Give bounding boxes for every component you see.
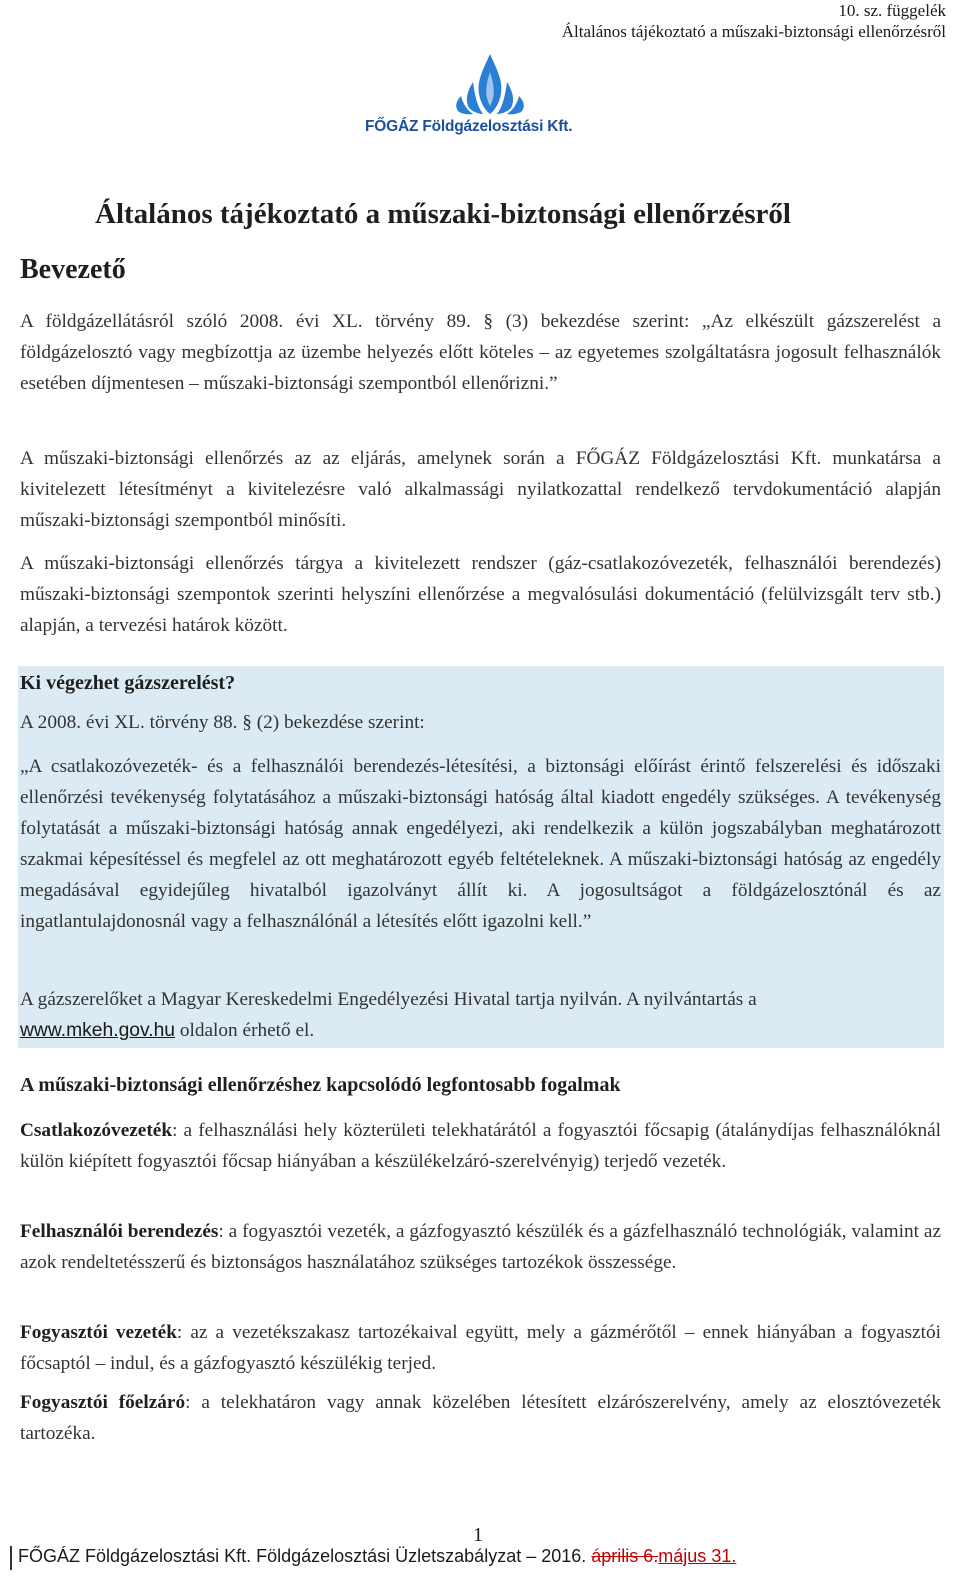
logo-text: FŐGÁZ Földgázelosztási Kft. xyxy=(365,118,573,135)
flame-icon xyxy=(365,52,615,118)
mkeh-link[interactable]: www.mkeh.gov.hu xyxy=(20,1020,176,1041)
concepts-heading: A műszaki-biztonsági ellenőrzéshez kapcsolódó legfontosabb fogalmak xyxy=(20,1074,621,1096)
concept-term: Felhasználói berendezés xyxy=(20,1221,219,1242)
fogaz-logo xyxy=(365,52,615,142)
change-bar xyxy=(10,1546,12,1570)
definition-paragraph: A műszaki-biztonsági ellenőrzés az az eljárás, amelynek során a FŐGÁZ Földgázelosztási Kft. munkatársa a kivitelezett létesítményt a kivitelezésre való alkalmassági nyilatkozattal rendelkező tervdokumentáció alapján műszaki-biztonsági szempontból minősíti. xyxy=(20,448,941,531)
concept-text: : a telekhatáron vagy annak közelében létesített elzárószerelvény, amely az elosztóvezeték tartozéka. xyxy=(20,1392,942,1444)
concept-item xyxy=(20,1216,941,1278)
concept-text: : a felhasználási hely közterületi telekhatárától a fogyasztói főcsapig (átalánydíjas felhasználóknál külön kiépített fogyasztói főcsap hiányában a készülékelzáró-szerelvényig) terjedő vezeték. xyxy=(20,1120,941,1172)
registry-paragraph xyxy=(20,984,941,1046)
header-title: Általános tájékoztató a műszaki-biztonsági ellenőrzésről xyxy=(561,22,946,41)
subject-paragraph: A műszaki-biztonsági ellenőrzés tárgya a kivitelezett rendszer (gáz-csatlakozóvezeték, felhasználói berendezés) műszaki-biztonsági szempontok szerinti helyszíni ellenőrzése a megvalósulási dokumentáció (felülvizsgált terv stb.) alapján, a tervezési határok között. xyxy=(20,553,941,636)
concept-term: Fogyasztói vezeték xyxy=(20,1322,177,1343)
footer-text: FŐGÁZ Földgázelosztási Kft. Földgázelosztási Üzletszabályzat – 2016. xyxy=(18,1546,592,1566)
intro-paragraph: A földgázellátásról szóló 2008. évi XL. törvény 89. § (3) bekezdése szerint: „Az elkészült gázszerelést a földgázelosztó vagy megbízottja az üzembe helyezés előtt köteles – az egyetemes szolgáltatásra jogosult felhasználók esetében díjmentesen – műszaki-biztonsági szempontból ellenőrizni.” xyxy=(20,311,941,394)
document-title: Általános tájékoztató a műszaki-biztonsági ellenőrzésről xyxy=(95,198,791,230)
concept-item xyxy=(20,1387,941,1449)
footer-deleted-date: április 6. xyxy=(591,1546,659,1566)
page-number: 1 xyxy=(473,1524,483,1546)
intro-heading: Bevezető xyxy=(20,254,126,285)
concept-item xyxy=(20,1115,941,1177)
who-heading: Ki végezhet gázszerelést? xyxy=(20,672,236,694)
appendix-number: 10. sz. függelék xyxy=(838,1,946,20)
concept-item xyxy=(20,1317,941,1379)
law-quote: „A csatlakozóvezeték- és a felhasználói berendezés-létesítési, a biztonsági előírást érintő felszerelési és időszaki ellenőrzési tevékenység folytatásához a műszaki-biztonsági hatóság által kiadott engedély szükséges. A tevékenység folytatását a műszaki-biztonsági hatóság annak engedélyezi, aki rendelkezik a külön jogszabályban meghatározott szakmai képesítéssel és megfelel az ott meghatározott egyéb feltételeknek. A műszaki-biztonsági hatóság az engedély megadásával egyidejűleg hivatalból igazolványt állít ki. A jogosultságot a földgázelosztónál és az ingatlantulajdonosnál vagy a felhasználónál a létesítés előtt igazolni kell.” xyxy=(20,756,941,932)
concept-text: : a fogyasztói vezeték, a gázfogyasztó készülék és a gázfelhasználó technológiák, valamint az azok rendeltetésszerű és biztonságos használatához szükséges tartozékok összessége. xyxy=(20,1221,941,1273)
registry-text: A gázszerelőket a Magyar Kereskedelmi Engedélyezési Hivatal tartja nyilván. A nyilvántartás a xyxy=(20,989,757,1010)
footer-inserted-date: május 31. xyxy=(658,1546,737,1566)
registry-text-end: oldalon érhető el. xyxy=(175,1020,315,1041)
page-footer xyxy=(18,1546,736,1567)
concept-term: Fogyasztói főelzáró xyxy=(20,1392,186,1413)
law-reference: A 2008. évi XL. törvény 88. § (2) bekezdése szerint: xyxy=(20,712,425,733)
concept-term: Csatlakozóvezeték xyxy=(20,1120,173,1141)
concept-text: : az a vezetékszakasz tartozékaival együtt, mely a gázmérőtől – ennek hiányában a fogyasztói főcsaptól – indul, és a gázfogyasztó készülékig terjed. xyxy=(20,1322,941,1374)
